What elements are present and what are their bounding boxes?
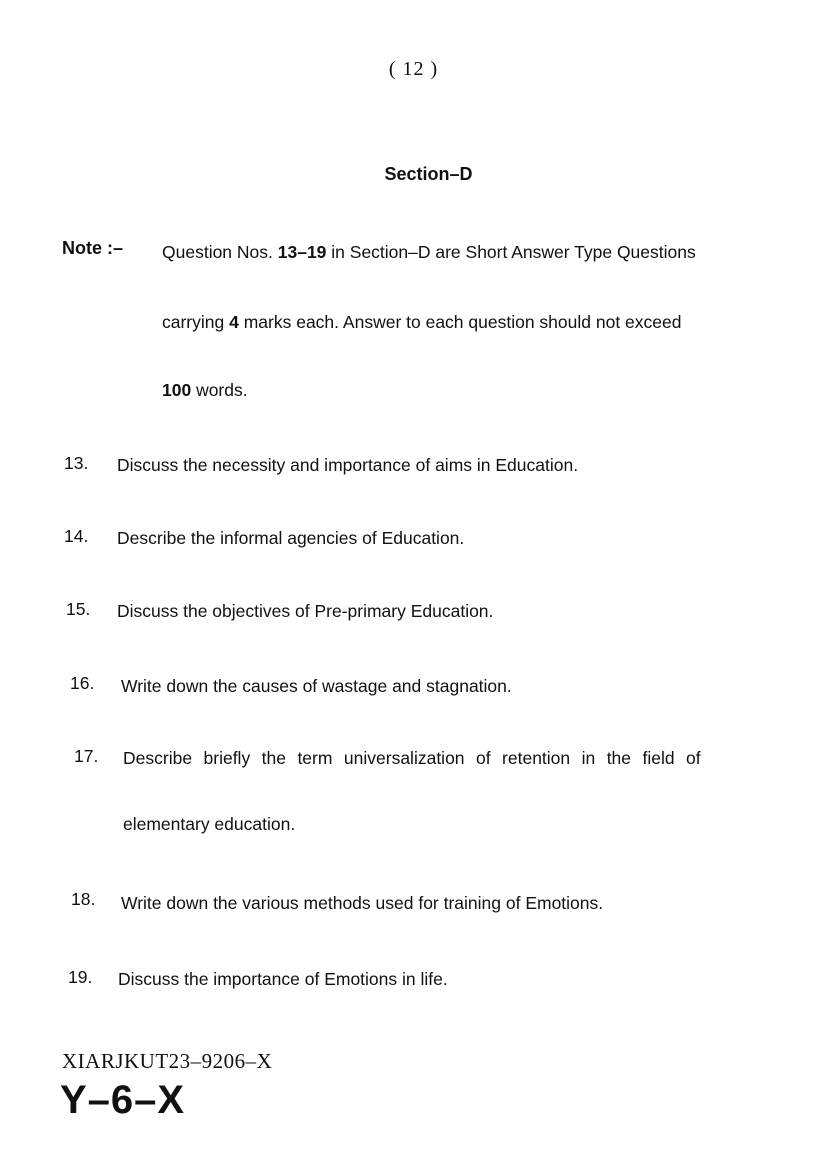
question-text: Discuss the necessity and importance of aims in Education. — [117, 455, 579, 475]
note-line-3: 100 words. — [162, 380, 248, 400]
section-title: Section–D — [384, 164, 473, 184]
question-number: 14. — [64, 526, 89, 546]
question-text: Write down the various methods used for training of Emotions. — [121, 893, 604, 913]
note-line-1: Question Nos. 13–19 in Section–D are Short Answer Type Questions — [162, 242, 696, 262]
question-text: Write down the causes of wastage and stagnation. — [121, 676, 512, 696]
note-label: Note :– — [62, 238, 124, 258]
question-text-continued: elementary education. — [123, 814, 296, 834]
question-number: 16. — [70, 673, 95, 693]
question-number: 17. — [74, 746, 99, 766]
question-number: 18. — [71, 889, 96, 909]
question-text: Describe the informal agencies of Education. — [117, 528, 465, 548]
series-code: Y–6–X — [60, 1078, 186, 1122]
question-number: 15. — [66, 599, 91, 619]
question-text: Discuss the importance of Emotions in life. — [118, 969, 448, 989]
note-line-2: carrying 4 marks each. Answer to each question should not exceed — [162, 312, 682, 332]
question-text: Discuss the objectives of Pre-primary Education. — [117, 601, 494, 621]
page-number: ( 12 ) — [388, 58, 439, 80]
question-number: 19. — [68, 967, 93, 987]
question-text: Describe briefly the term universalization of retention in the field of — [123, 748, 701, 768]
question-number: 13. — [64, 453, 89, 473]
paper-code: XIARJKUT23–9206–X — [62, 1049, 273, 1073]
